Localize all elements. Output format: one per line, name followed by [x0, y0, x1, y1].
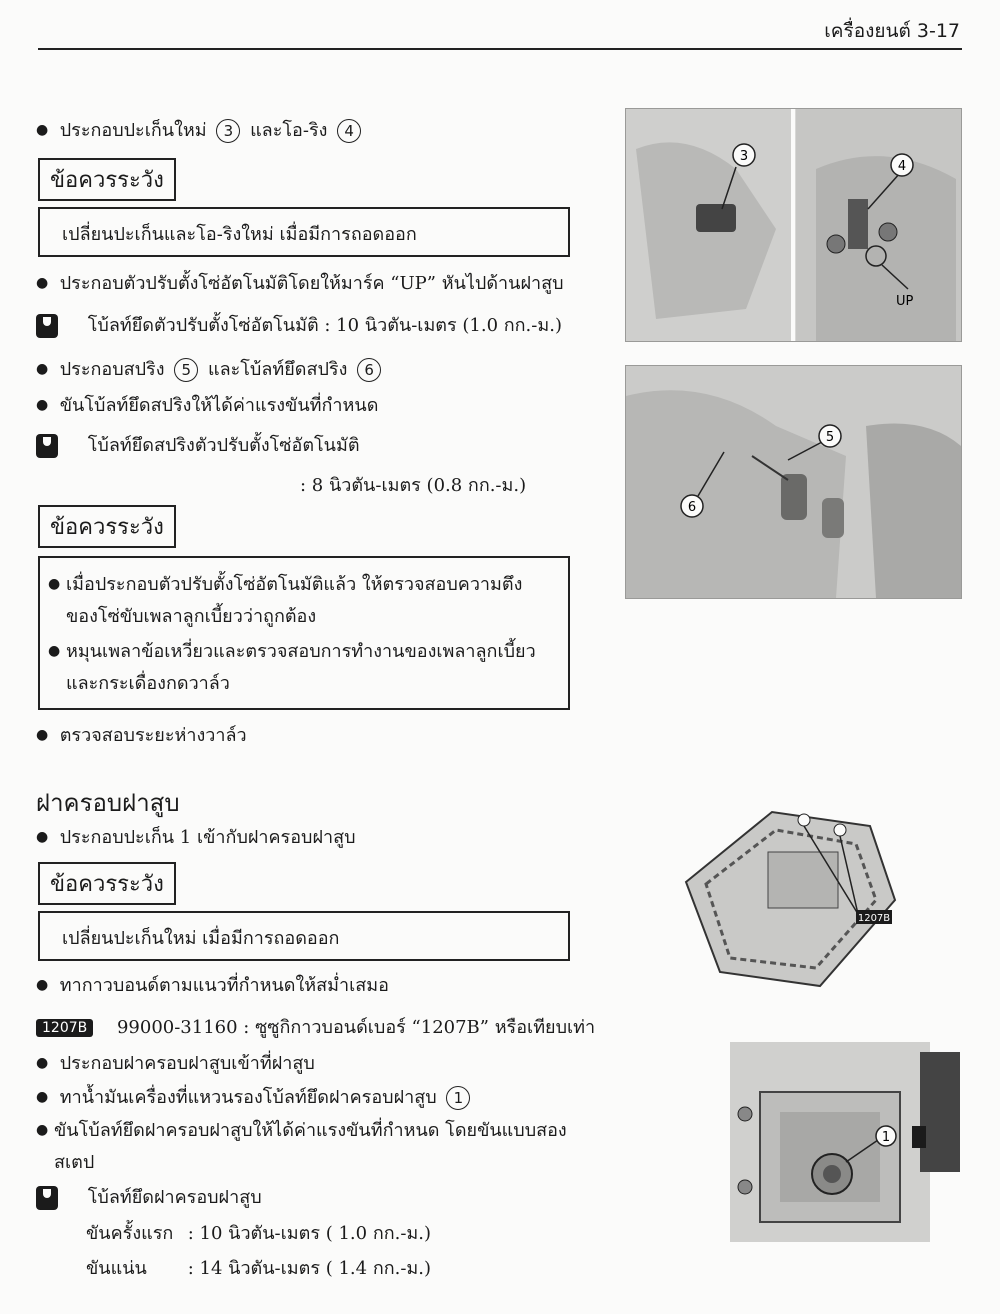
caution-box — [38, 207, 570, 257]
torque-wrench-icon — [36, 314, 58, 338]
figure-cover-illustration — [700, 1022, 962, 1260]
section-title: ฝาครอบฝาสูบ — [36, 789, 180, 817]
torque-label: ขันแน่น — [86, 1258, 147, 1279]
bullet-icon: ● — [36, 829, 49, 845]
torque-value: : 14 นิวตัน-เมตร ( 1.4 กก.-ม.) — [187, 1258, 432, 1279]
caution-text: ของโซ่ขับเพลาลูกเบี้ยวว่าถูกต้อง — [66, 606, 317, 627]
step-text: ประกอบฝาครอบฝาสูบเข้าที่ฝาสูบ — [59, 1053, 315, 1074]
fig1-up-mark: UP — [896, 294, 914, 309]
step-text: และโบ้ลท์ยึดสปริง — [207, 359, 348, 380]
torque-final — [86, 1253, 431, 1282]
bullet-icon: ● — [36, 1055, 49, 1071]
caution-text: และกระเดื่องกดวาล์ว — [66, 673, 230, 694]
step-text: ทากาวบอนด์ตามแนวที่กำหนดให้สม่ำเสมอ — [59, 975, 389, 996]
torque-text: โบ้ลท์ยึดสปริงตัวปรับตั้งโซ่อัตโนมัติ — [87, 435, 360, 456]
caution-box — [38, 556, 570, 710]
step-text: ขันโบ้ลท์ยึดสปริงให้ได้ค่าแรงขันที่กำหนด — [59, 395, 379, 416]
torque-spec — [36, 310, 562, 339]
bullet-icon: ● — [36, 397, 49, 413]
fig4-callout-1: 1 — [881, 1130, 891, 1145]
step-tighten-spring — [36, 390, 378, 419]
step-text: ประกอบปะเก็น 1 เข้ากับฝาครอบฝาสูบ — [59, 827, 356, 848]
torque-value: : 8 นิวตัน-เมตร (0.8 กก.-ม.) — [300, 475, 527, 496]
bullet-icon: ● — [36, 977, 49, 993]
caution-item — [48, 568, 560, 633]
caution-label: ข้อควรระวัง — [38, 862, 176, 905]
bullet-icon: ● — [36, 275, 49, 291]
bullet-icon: ● — [48, 576, 61, 592]
step-valve-clearance — [36, 720, 247, 749]
figure-adjuster-install — [625, 108, 962, 342]
bullet-icon: ● — [36, 1089, 49, 1105]
caution-item — [48, 635, 560, 700]
page-header-title: เครื่องยนต์ 3-17 — [824, 20, 960, 42]
bullet-icon: ● — [36, 122, 49, 138]
torque-text: โบ้ลท์ยึดฝาครอบฝาสูบ — [87, 1187, 262, 1208]
bullet-icon: ● — [36, 1122, 49, 1138]
step-text: ทาน้ำมันเครื่องที่แหวนรองโบ้ลท์ยึดฝาครอบฝาสูบ — [59, 1087, 437, 1108]
step-text: และโอ-ริง — [250, 120, 328, 141]
bullet-icon: ● — [48, 643, 61, 659]
torque-label: ขันครั้งแรก — [86, 1223, 174, 1244]
step-text: ประกอบสปริง — [59, 359, 165, 380]
fig2-callout-6: 6 — [687, 500, 697, 515]
step-text: ประกอบปะเก็นใหม่ — [59, 120, 207, 141]
step-install-cover — [36, 1048, 315, 1077]
torque-wrench-icon — [36, 434, 58, 458]
torque-text: โบ้ลท์ยึดตัวปรับตั้งโซ่อัตโนมัติ : 10 นิวตัน-เมตร (1.0 กก.-ม.) — [87, 315, 562, 336]
torque-value: : 10 นิวตัน-เมตร ( 1.0 กก.-ม.) — [187, 1223, 432, 1244]
step-text: ประกอบตัวปรับตั้งโซ่อัตโนมัติโดยให้มาร์ค “UP” หันไปด้านฝาสูบ — [59, 273, 564, 294]
bullet-icon: ● — [36, 727, 49, 743]
step-bond — [36, 970, 389, 999]
step-spring — [36, 354, 385, 383]
header-rule — [38, 48, 962, 50]
step-cover-gasket — [36, 822, 356, 851]
callout-number: 4 — [337, 119, 361, 143]
caution-text: เปลี่ยนปะเก็นใหม่ เมื่อมีการถอดออก — [62, 928, 340, 949]
caution-text: เปลี่ยนปะเก็นและโอ-ริงใหม่ เมื่อมีการถอดออก — [62, 224, 417, 245]
figure-adjuster-illustration — [626, 109, 961, 341]
figure-cover-gasket — [680, 790, 910, 995]
bond-tube-icon: 1207B — [36, 1019, 93, 1037]
torque-spec — [36, 1182, 262, 1211]
torque-wrench-icon — [36, 1186, 58, 1210]
step-tighten-cover — [36, 1114, 567, 1179]
callout-number: 1 — [446, 1086, 470, 1110]
caution-box — [38, 911, 570, 961]
caution-text: หมุนเพลาข้อเหวี่ยวและตรวจสอบการทำงานของเพลาลูกเบี้ยว — [66, 641, 536, 662]
caution-text: เมื่อประกอบตัวปรับตั้งโซ่อัตโนมัติแล้ว ให้ตรวจสอบความตึง — [66, 574, 523, 595]
step-text: ตรวจสอบระยะห่างวาล์ว — [59, 725, 247, 746]
step-oil — [36, 1082, 474, 1111]
step-text: ขันโบ้ลท์ยึดฝาครอบฝาสูบให้ได้ค่าแรงขันที่กำหนด โดยขันแบบสอง — [54, 1120, 567, 1141]
step-adjuster — [36, 268, 564, 297]
figure-gasket-illustration — [680, 790, 910, 995]
fig1-callout-4: 4 — [897, 159, 907, 174]
step-text: สเตป — [54, 1152, 95, 1173]
torque-first — [86, 1218, 431, 1247]
callout-number: 5 — [174, 358, 198, 382]
bond-spec — [36, 1012, 595, 1041]
callout-number: 6 — [357, 358, 381, 382]
bullet-icon: ● — [36, 361, 49, 377]
bond-text: 99000-31160 : ซูซูกิกาวบอนด์เบอร์ “1207B” หรือเทียบเท่า — [116, 1017, 596, 1038]
caution-label: ข้อควรระวัง — [38, 505, 176, 548]
torque-spec — [36, 430, 360, 459]
figure-spring-install — [625, 365, 962, 599]
figure-spring-illustration — [626, 366, 961, 598]
figure-cover-installed — [700, 1022, 962, 1260]
callout-number: 3 — [216, 119, 240, 143]
fig3-bond-badge: 1207B — [857, 913, 891, 924]
caution-label: ข้อควรระวัง — [38, 158, 176, 201]
step-gasket — [36, 115, 365, 144]
fig1-callout-3: 3 — [739, 149, 749, 164]
fig2-callout-5: 5 — [825, 430, 835, 445]
